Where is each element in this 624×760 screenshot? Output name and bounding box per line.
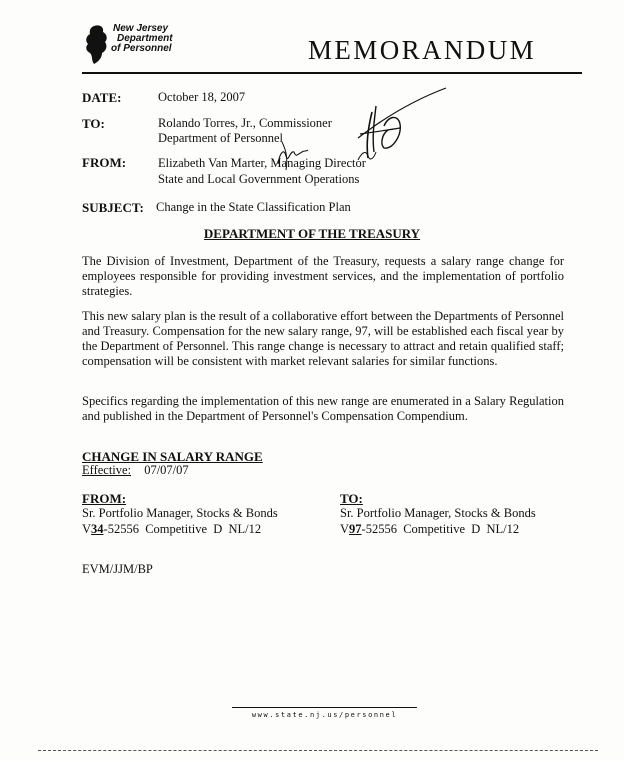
memo-title: MEMORANDUM [308, 35, 537, 65]
to-code [340, 521, 519, 538]
from-range-heading: FROM: [82, 491, 127, 506]
from-code [82, 521, 261, 538]
from-code-details: -52556 Competitive D NL/12 [103, 522, 262, 536]
to-range-heading: TO: [340, 491, 363, 506]
body-paragraph-3: Specifics regarding the implementation of this new range are enumerated in a Salary Regulation and published in the Department of Personnel's Compensation Compendium. [82, 394, 564, 423]
page-bottom-edge [38, 750, 598, 751]
footer-website: www.state.nj.us/personnel [251, 711, 398, 719]
date-label: DATE: [82, 90, 122, 105]
to-recipient-department: Department of Personnel [158, 131, 283, 145]
from-title: Sr. Portfolio Manager, Stocks & Bonds [82, 506, 278, 520]
subject-label: SUBJECT: [82, 200, 144, 215]
to-label: TO: [82, 116, 105, 131]
from-range-number: 34 [91, 522, 104, 536]
body-paragraph-1: The Division of Investment, Department of the Treasury, requests a salary range change for employees responsible for providing investment services, and the implementation of portfolio strategies. [82, 254, 564, 298]
date-value: October 18, 2007 [158, 90, 246, 104]
from-sender-division: State and Local Government Operations [158, 172, 360, 186]
department-heading: DEPARTMENT OF THE TREASURY [203, 226, 421, 241]
from-sender-name: Elizabeth Van Marter, Managing Director [158, 156, 366, 170]
to-range-number: 97 [349, 522, 362, 536]
typist-initials: EVM/JJM/BP [82, 562, 153, 576]
from-code-prefix: V [82, 522, 92, 536]
subject-value: Change in the State Classification Plan [156, 200, 351, 214]
to-code-details: -52556 Competitive D NL/12 [361, 522, 520, 536]
effective-label: Effective: [82, 463, 132, 477]
header-divider [82, 72, 582, 74]
logo-text: New Jersey Department of Personnel [111, 23, 173, 54]
footer-divider [232, 707, 417, 708]
to-title: Sr. Portfolio Manager, Stocks & Bonds [340, 506, 536, 520]
effective-date: 07/07/07 [144, 463, 189, 477]
to-code-prefix: V [340, 522, 350, 536]
nj-department-of-personnel-logo [80, 22, 190, 68]
change-heading: CHANGE IN SALARY RANGE [82, 449, 263, 464]
handwritten-initials-mark [272, 140, 312, 174]
handwritten-initials-signature [354, 78, 454, 168]
from-label: FROM: [82, 155, 127, 170]
to-recipient-name: Rolando Torres, Jr., Commissioner [158, 116, 332, 130]
effective-row [82, 462, 189, 479]
body-paragraph-2: This new salary plan is the result of a collaborative effort between the Departments of Personnel and Treasury. Compensation for the new salary range, 97, will be established each fiscal year by the Department of Personnel. This range change is necessary to attract and retain qualified staff; compensation will be consistent with market relevant salaries for similar functions. [82, 309, 564, 368]
